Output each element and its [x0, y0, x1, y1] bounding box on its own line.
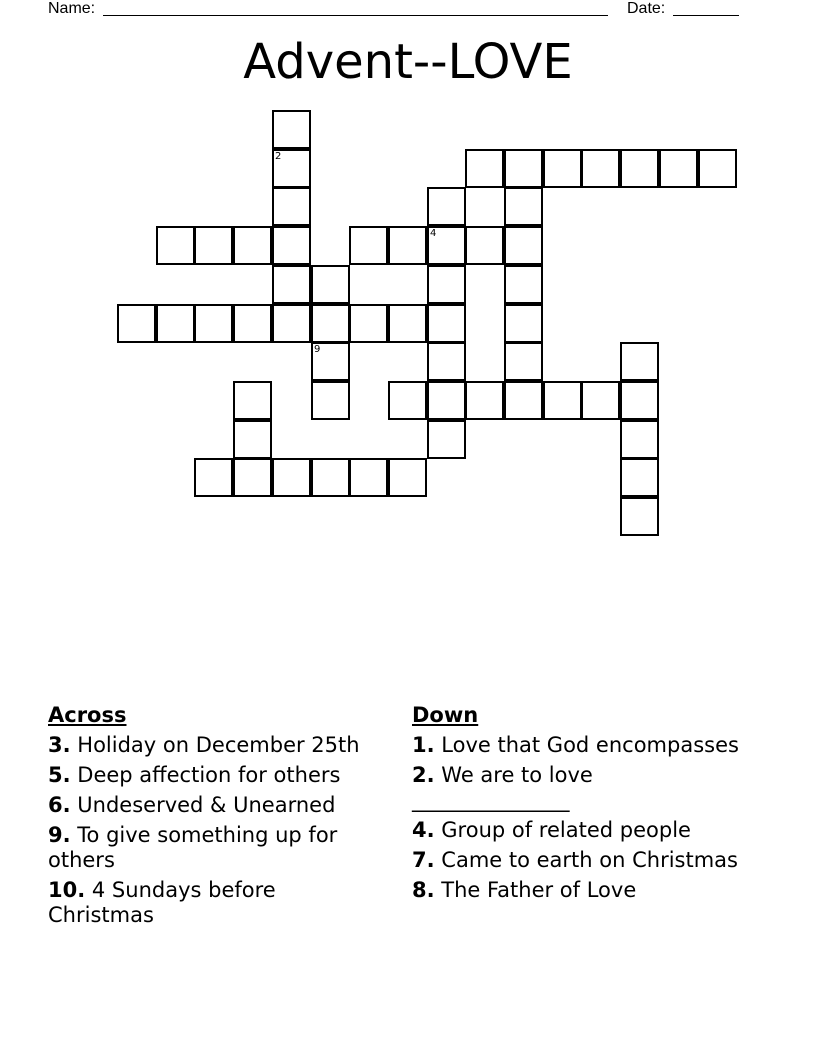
across-heading: Across	[48, 703, 127, 727]
grid-cell[interactable]	[311, 265, 350, 304]
grid-cell[interactable]	[504, 226, 543, 265]
clue-item-text: Holiday on December 25th	[77, 733, 360, 757]
clue-item-text: Deep affection for others	[77, 763, 341, 787]
grid-cell[interactable]	[233, 304, 272, 343]
grid-cell[interactable]	[504, 381, 543, 420]
grid-cell[interactable]	[465, 381, 504, 420]
clue-item-number: 10.	[48, 878, 86, 902]
clue-item-number: 1.	[412, 733, 435, 757]
clue-item	[412, 878, 747, 903]
clue-item	[412, 848, 747, 873]
grid-cell[interactable]	[311, 304, 350, 343]
clue-item-number: 3.	[48, 733, 71, 757]
grid-cell[interactable]	[156, 226, 195, 265]
grid-cell[interactable]	[620, 381, 659, 420]
page-title: Advent--LOVE	[243, 34, 573, 90]
clue-item	[48, 823, 383, 873]
grid-cell[interactable]	[698, 149, 737, 188]
clue-item-number: 8.	[412, 878, 435, 902]
grid-cell[interactable]	[620, 149, 659, 188]
grid-cell[interactable]	[659, 149, 698, 188]
clue-item-number: 6.	[48, 793, 71, 817]
clue-item	[412, 818, 747, 843]
grid-cell[interactable]	[311, 458, 350, 497]
grid-cell[interactable]	[311, 381, 350, 420]
clue-item-text: 4 Sundays before Christmas	[48, 878, 276, 927]
clue-item	[412, 733, 747, 758]
grid-cell[interactable]	[427, 226, 466, 265]
grid-cell[interactable]	[156, 304, 195, 343]
grid-cell[interactable]	[581, 381, 620, 420]
name-label: Name:	[48, 0, 96, 17]
grid-cell[interactable]	[427, 381, 466, 420]
grid-cell[interactable]	[427, 342, 466, 381]
clue-item	[48, 878, 383, 928]
clue-item-number: 2.	[412, 763, 435, 787]
grid-cell[interactable]	[388, 381, 427, 420]
clue-item	[48, 763, 383, 788]
clue-number: 2	[275, 151, 282, 162]
clue-item-number: 5.	[48, 763, 71, 787]
grid-cell[interactable]	[311, 342, 350, 381]
across-clue-list	[48, 733, 383, 928]
grid-cell[interactable]	[543, 149, 582, 188]
clue-item	[48, 793, 383, 818]
crossword-grid	[0, 0, 816, 520]
grid-cell[interactable]	[504, 187, 543, 226]
grid-cell[interactable]	[349, 458, 388, 497]
clue-item-text: Group of related people	[441, 818, 691, 842]
down-clues	[412, 703, 747, 908]
clue-item-number: 4.	[412, 818, 435, 842]
grid-cell[interactable]	[272, 187, 311, 226]
grid-cell[interactable]	[388, 458, 427, 497]
grid-cell[interactable]	[272, 265, 311, 304]
grid-cell[interactable]	[272, 149, 311, 188]
date-label: Date:	[627, 0, 666, 17]
grid-cell[interactable]	[504, 265, 543, 304]
grid-cell[interactable]	[117, 304, 156, 343]
down-heading: Down	[412, 703, 479, 727]
grid-cell[interactable]	[504, 304, 543, 343]
grid-cell[interactable]	[427, 420, 466, 459]
grid-cell[interactable]	[349, 226, 388, 265]
grid-cell[interactable]	[233, 420, 272, 459]
grid-cell[interactable]	[465, 149, 504, 188]
grid-cell[interactable]	[272, 110, 311, 149]
grid-cell[interactable]	[233, 458, 272, 497]
across-clues	[48, 703, 383, 933]
grid-cell[interactable]	[349, 304, 388, 343]
grid-cell[interactable]	[233, 381, 272, 420]
grid-cell[interactable]	[194, 304, 233, 343]
grid-cell[interactable]	[427, 265, 466, 304]
grid-cell[interactable]	[272, 226, 311, 265]
grid-cell[interactable]	[272, 304, 311, 343]
grid-cell[interactable]	[233, 226, 272, 265]
clue-item-number: 7.	[412, 848, 435, 872]
clue-number: 9	[314, 344, 321, 355]
grid-cell[interactable]	[504, 149, 543, 188]
down-clue-list	[412, 733, 747, 903]
clue-item-text: To give something up for others	[48, 823, 338, 872]
clue-item-text: The Father of Love	[441, 878, 637, 902]
clue-item-number: 9.	[48, 823, 71, 847]
grid-cell[interactable]	[543, 381, 582, 420]
clue-item-text: Love that God encompasses	[441, 733, 739, 757]
clue-item	[48, 733, 383, 758]
grid-cell[interactable]	[620, 497, 659, 536]
grid-cell[interactable]	[581, 149, 620, 188]
grid-cell[interactable]	[388, 226, 427, 265]
grid-cell[interactable]	[427, 187, 466, 226]
grid-cell[interactable]	[620, 342, 659, 381]
grid-cell[interactable]	[194, 458, 233, 497]
clue-number: 4	[430, 228, 437, 239]
grid-cell[interactable]	[504, 342, 543, 381]
clue-item-text: Came to earth on Christmas	[441, 848, 738, 872]
grid-cell[interactable]	[620, 420, 659, 459]
grid-cell[interactable]	[427, 304, 466, 343]
grid-cell[interactable]	[272, 458, 311, 497]
grid-cell[interactable]	[194, 226, 233, 265]
grid-cell[interactable]	[465, 226, 504, 265]
clue-item	[412, 763, 747, 813]
clue-item-text: Undeserved & Unearned	[77, 793, 336, 817]
grid-cell[interactable]	[620, 458, 659, 497]
clue-item-text: We are to love _______________	[412, 763, 593, 812]
grid-cell[interactable]	[388, 304, 427, 343]
